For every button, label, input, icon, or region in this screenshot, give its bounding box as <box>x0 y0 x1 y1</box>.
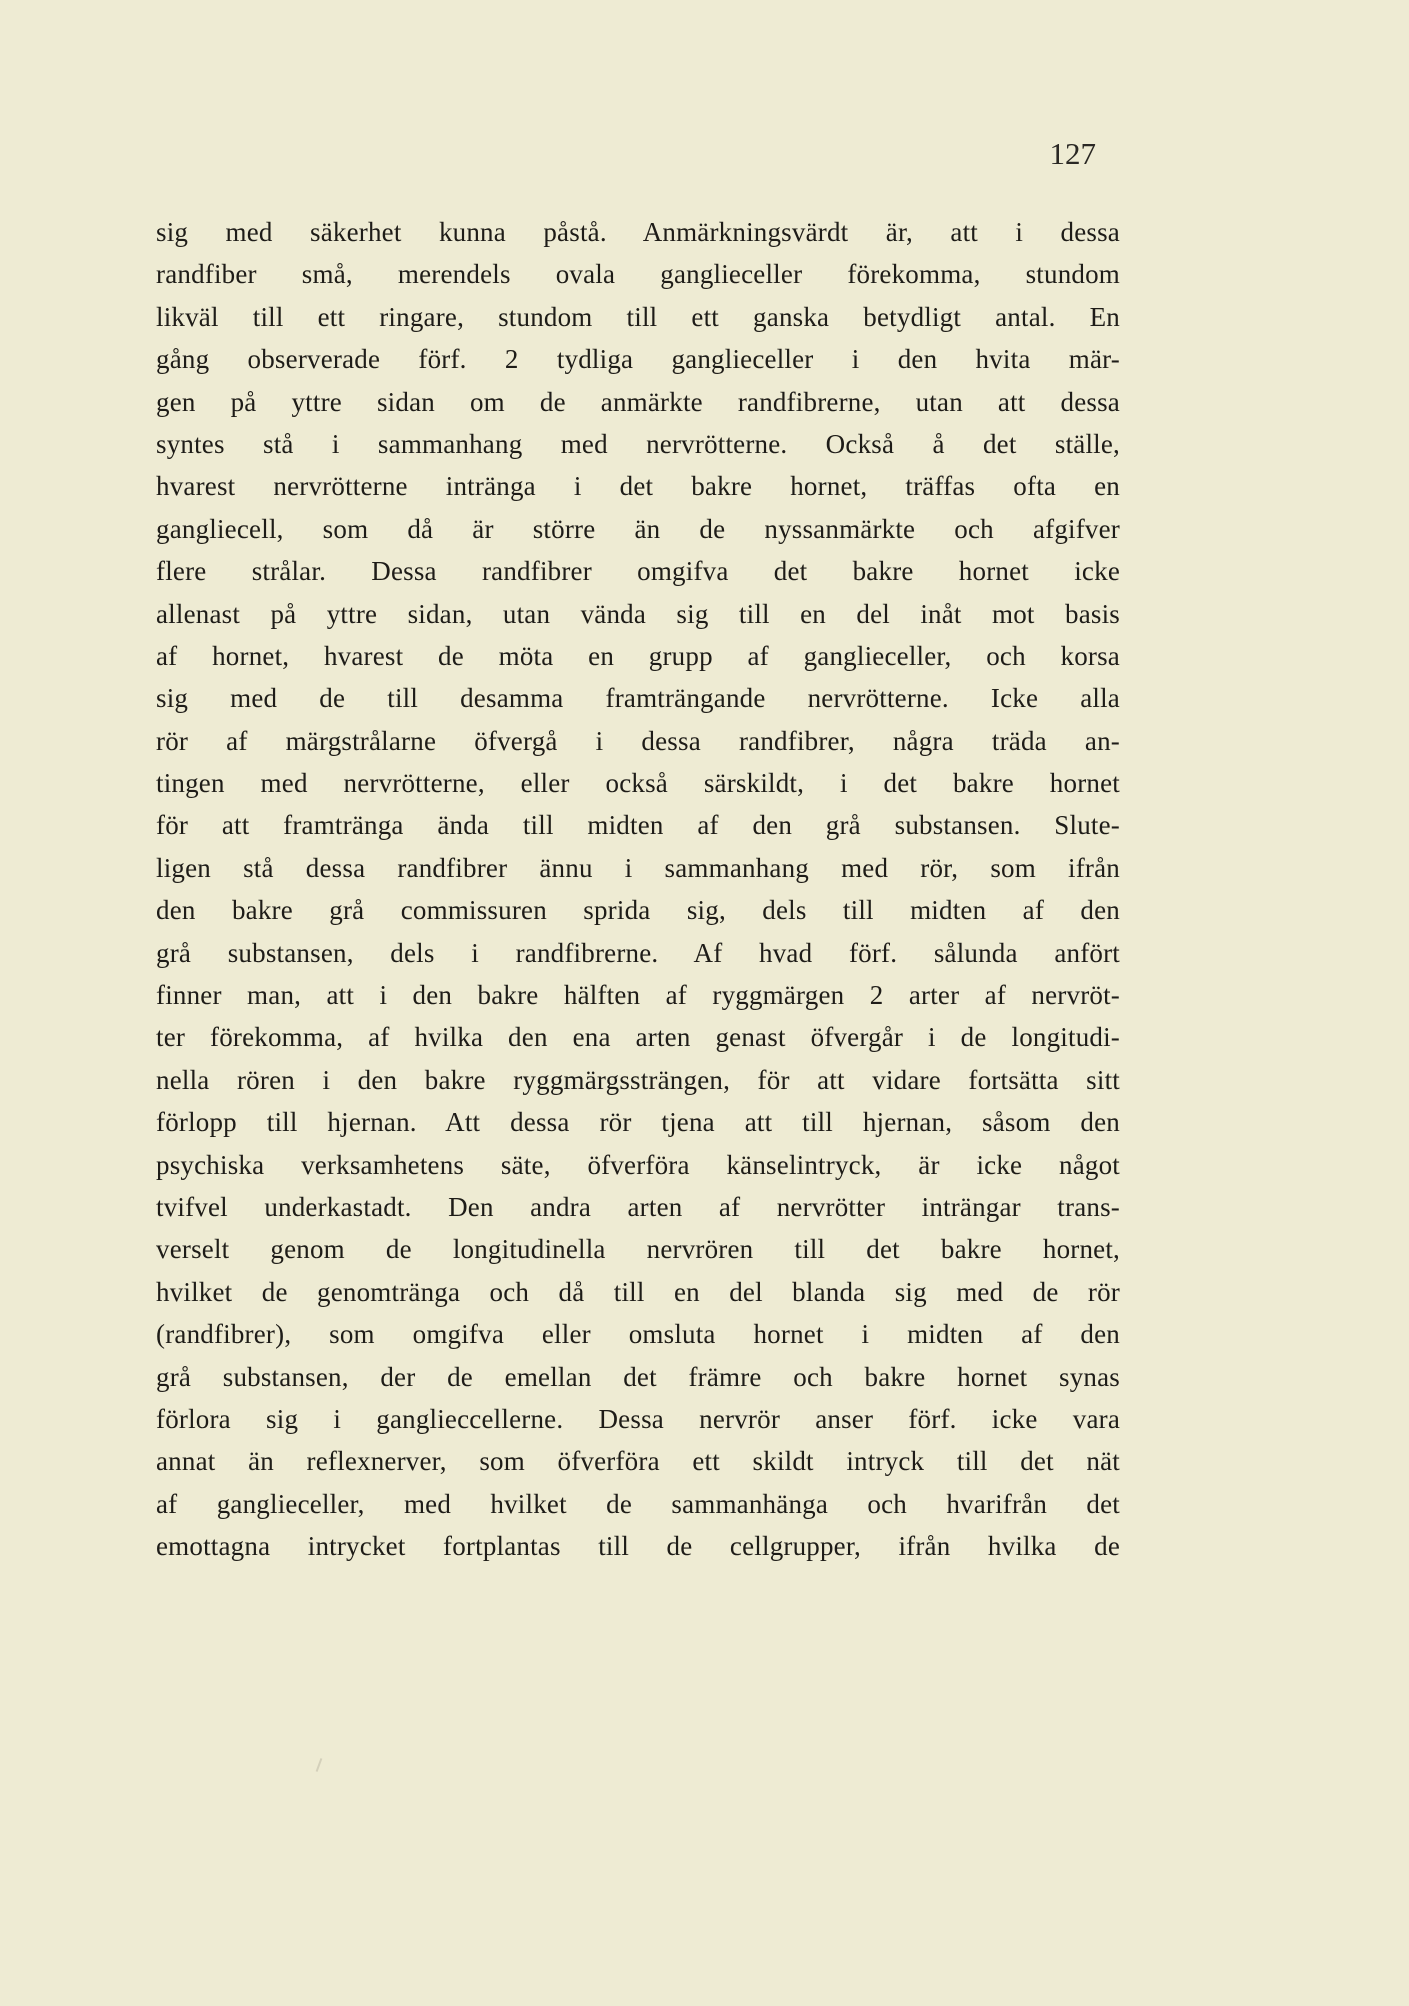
text-line: rör af märgstrålarne öfvergå i dessa randfibrer, några träda an- <box>156 725 1120 756</box>
text-line: den bakre grå commissuren sprida sig, dels till midten af den <box>156 895 1120 926</box>
text-line: syntes stå i sammanhang med nervrötterne. Också å det ställe, <box>156 428 1120 459</box>
text-line: af ganglieceller, med hvilket de sammanhänga och hvarifrån det <box>156 1488 1120 1519</box>
text-line: gangliecell, som då är större än de nyssanmärkte och afgifver <box>156 513 1120 544</box>
text-line: psychiska verksamhetens säte, öfverföra känselintryck, är icke något <box>156 1149 1120 1180</box>
text-line: flere strålar. Dessa randfibrer omgifva det bakre hornet icke <box>156 556 1120 587</box>
text-line: för att framtränga ända till midten af den grå substansen. Slute- <box>156 810 1120 841</box>
text-line: (randfibrer), som omgifva eller omsluta hornet i midten af den <box>156 1319 1120 1350</box>
text-line: sig med säkerhet kunna påstå. Anmärkningsvärdt är, att i dessa <box>156 217 1120 247</box>
text-line: af hornet, hvarest de möta en grupp af ganglieceller, och korsa <box>156 640 1120 671</box>
text-line: grå substansen, dels i randfibrerne. Af hvad förf. sålunda anfört <box>156 937 1120 968</box>
text-line: finner man, att i den bakre hälften af ryggmärgen 2 arter af nervröt- <box>156 980 1120 1011</box>
text-line: tvifvel underkastadt. Den andra arten af nervrötter inträngar trans- <box>156 1191 1120 1222</box>
text-line: förlora sig i ganglieccellerne. Dessa nervrör anser förf. icke vara <box>156 1403 1120 1434</box>
text-line: gång observerade förf. 2 tydliga ganglieceller i den hvita mär- <box>156 344 1120 375</box>
paper-speck <box>316 1758 323 1772</box>
text-line: randfiber små, merendels ovala ganglieceller förekomma, stundom <box>156 259 1120 290</box>
text-line: ter förekomma, af hvilka den ena arten genast öfvergår i de longitudi- <box>156 1022 1120 1053</box>
text-line: nella rören i den bakre ryggmärgssträngen, för att vidare fortsätta sitt <box>156 1064 1120 1095</box>
text-line: ligen stå dessa randfibrer ännu i sammanhang med rör, som ifrån <box>156 852 1120 883</box>
text-line: allenast på yttre sidan, utan vända sig till en del inåt mot basis <box>156 598 1120 629</box>
text-line: emottagna intrycket fortplantas till de cellgrupper, ifrån hvilka de <box>156 1531 1120 1562</box>
text-line: annat än reflexnerver, som öfverföra ett skildt intryck till det nät <box>156 1446 1120 1477</box>
page-number: 127 <box>1049 136 1096 171</box>
text-line: förlopp till hjernan. Att dessa rör tjena att till hjernan, såsom den <box>156 1107 1120 1138</box>
text-line: gen på yttre sidan om de anmärkte randfibrerne, utan att dessa <box>156 386 1120 417</box>
text-line: likväl till ett ringare, stundom till ett ganska betydligt antal. En <box>156 301 1120 332</box>
body-text <box>156 211 1120 1568</box>
text-line: hvilket de genomtränga och då till en del blanda sig med de rör <box>156 1276 1120 1307</box>
text-line: sig med de till desamma framträngande nervrötterne. Icke alla <box>156 683 1120 714</box>
text-line: tingen med nervrötterne, eller också särskildt, i det bakre hornet <box>156 768 1120 799</box>
text-line: grå substansen, der de emellan det främre och bakre hornet synas <box>156 1361 1120 1392</box>
text-line: hvarest nervrötterne intränga i det bakre hornet, träffas ofta en <box>156 471 1120 502</box>
text-line: verselt genom de longitudinella nervrören till det bakre hornet, <box>156 1234 1120 1265</box>
